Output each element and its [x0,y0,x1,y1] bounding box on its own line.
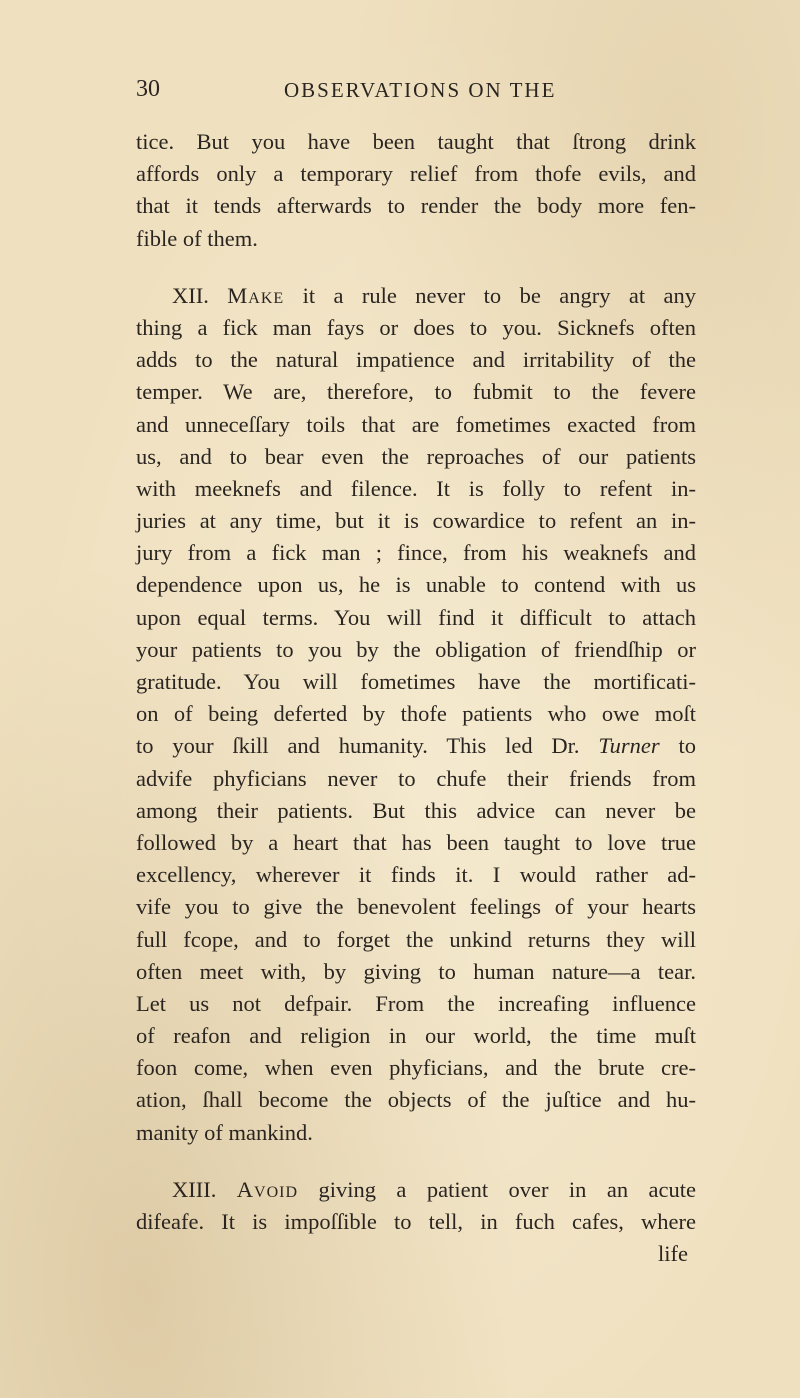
text-line: tice. But you have been taught that ſtrong drink [136,129,696,154]
text-line: full fcope, and to forget the unkind returns they will [136,926,696,952]
paragraph-gap [136,1149,696,1174]
text-line: dependence upon us, he is unable to contend with us [136,572,696,598]
text-line: difeafe. It is impoſſible to tell, in fuch cafes, where [136,1209,696,1234]
text-segment: to [678,733,697,759]
text-line: and unneceſſary toils that are fometimes exacted from [136,411,696,437]
first-line-text: giving a patient over in an acute [318,1176,696,1202]
text-line: on of being deferted by thofe patients who owe moſt [136,701,696,727]
text-line: Let us not defpair. From the increafing influence [136,990,696,1016]
text-segment: to your ſkill and humanity. This led Dr. [136,733,580,759]
text-line: that it tends afterwards to render the body more fen- [136,193,696,219]
text-line: foon come, when even phyficians, and the brute cre- [136,1055,696,1081]
text-line: thing a fick man fays or does to you. Sicknefs often [136,314,696,340]
text-line: affords only a temporary relief from thofe evils, and [136,161,696,187]
paragraph-gap [136,255,696,280]
text-line: among their patients. But this advice can never be [136,797,696,823]
running-head [136,76,636,106]
text-block [136,126,696,1270]
text-line: often meet with, by giving to human nature—a tear. [136,958,696,984]
lead-word: Make [227,282,285,308]
running-head-title: OBSERVATIONS ON THE [284,78,557,102]
text-line: with meeknefs and filence. It is folly to refent in- [136,475,696,501]
paragraph-xiii-first-line [136,1174,696,1206]
text-line: us, and to bear even the reproaches of our patients [136,443,696,469]
section-numeral: XII. [172,282,209,308]
page-number: 30 [136,76,160,102]
text-line: upon equal terms. You will find it difficult to attach [136,604,696,630]
text-line: gratitude. You will fometimes have the mortificati- [136,669,696,694]
text-line: followed by a heart that has been taught to love true [136,829,696,855]
text-line: fible of them. [136,225,258,251]
text-line: manity of mankind. [136,1119,313,1145]
person-name: Turner [598,733,660,759]
lead-word: Avoid [236,1176,299,1202]
text-line: your patients to you by the obligation of friendſhip or [136,636,696,662]
text-line: jury from a fick man ; fince, from his weaknefs and [136,540,696,566]
text-line: ation, ſhall become the objects of the juſtice and hu- [136,1087,696,1113]
text-line-with-name [136,730,696,762]
text-line: excellency, wherever it finds it. I would rather ad- [136,862,696,888]
first-line-text: it a rule never to be angry at any [302,282,697,308]
text-line: juries at any time, but it is cowardice to refent an in- [136,508,696,534]
text-line: adds to the natural impatience and irritability of the [136,347,696,373]
section-numeral: XIII. [172,1176,217,1202]
paragraph-xii-first-line [136,280,696,312]
text-line: vife you to give the benevolent feelings of your hearts [136,894,696,920]
text-line: advife phyficians never to chufe their friends from [136,765,696,791]
text-line: of reafon and religion in our world, the time muſt [136,1023,696,1049]
catchword: life [658,1241,688,1267]
text-line: temper. We are, therefore, to fubmit to the fevere [136,379,696,405]
